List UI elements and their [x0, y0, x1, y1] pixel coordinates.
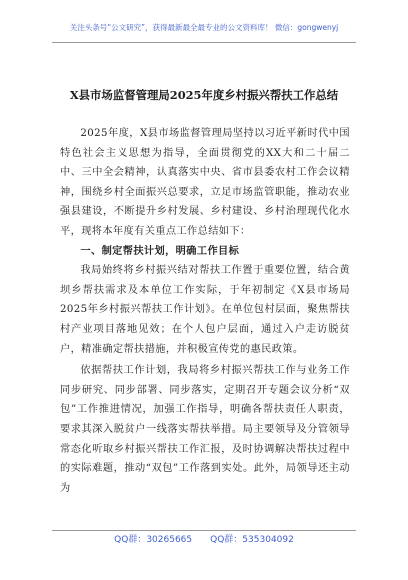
body-paragraph: 依据帮扶工作计划，我局将乡村振兴帮扶工作与业务工作同步研究、同步部署、同步落实，定期召开专题会议分析“双包”工作推进情况，加强工作指导，明确各帮扶责任人职责，要求其深入脱贫户一线落实帮扶举措。局主要领导及分管领导常态化听取乡村振兴帮扶工作汇报，及时协调解决帮扶过程中的实际难题，推动“双包”工作落到实处。此外，局领导还主动为	[60, 365, 350, 494]
footer-divider	[52, 530, 356, 531]
document-body	[60, 124, 350, 530]
footer-qq-group-1: QQ群：30265665	[114, 535, 193, 545]
section-heading: 一、制定帮扶计划，明确工作目标	[80, 244, 240, 257]
header-banner: 关注头条号“公文研究”，获得最新最全最专业的公文资料库！ 微信：gongwenyj	[69, 23, 339, 32]
footer-contacts	[0, 533, 408, 547]
footer-qq-group-2: QQ群：535304092	[210, 535, 294, 545]
header-divider	[52, 42, 356, 43]
document-title: X县市场监督管理局2025年度乡村振兴帮扶工作总结	[69, 88, 339, 102]
intro-paragraph: 2025年度，X县市场监督管理局坚持以习近平新时代中国特色社会主义思想为指导，全面贯彻党的XX大和二十届二中、三中全会精神，认真落实中央、省市县委农村工作会议精神，围绕乡村全面振兴总要求，立足市场监管职能，推动农业强县建设，不断提升乡村发展、乡村建设、乡村治理现代化水平，现将本年度有关重点工作总结如下：	[60, 128, 350, 237]
body-paragraph: 我局始终将乡村振兴结对帮扶工作置于重要位置，结合黄坝乡帮扶需求及本单位工作实际，于年初制定《X县市场局2025年乡村振兴帮扶工作计划》。在单位包村层面，聚焦帮扶村产业项目落地见效；在个人包户层面，通过入户走访脱贫户，精准确定帮扶措施，并积极宣传党的惠民政策。	[60, 265, 350, 355]
